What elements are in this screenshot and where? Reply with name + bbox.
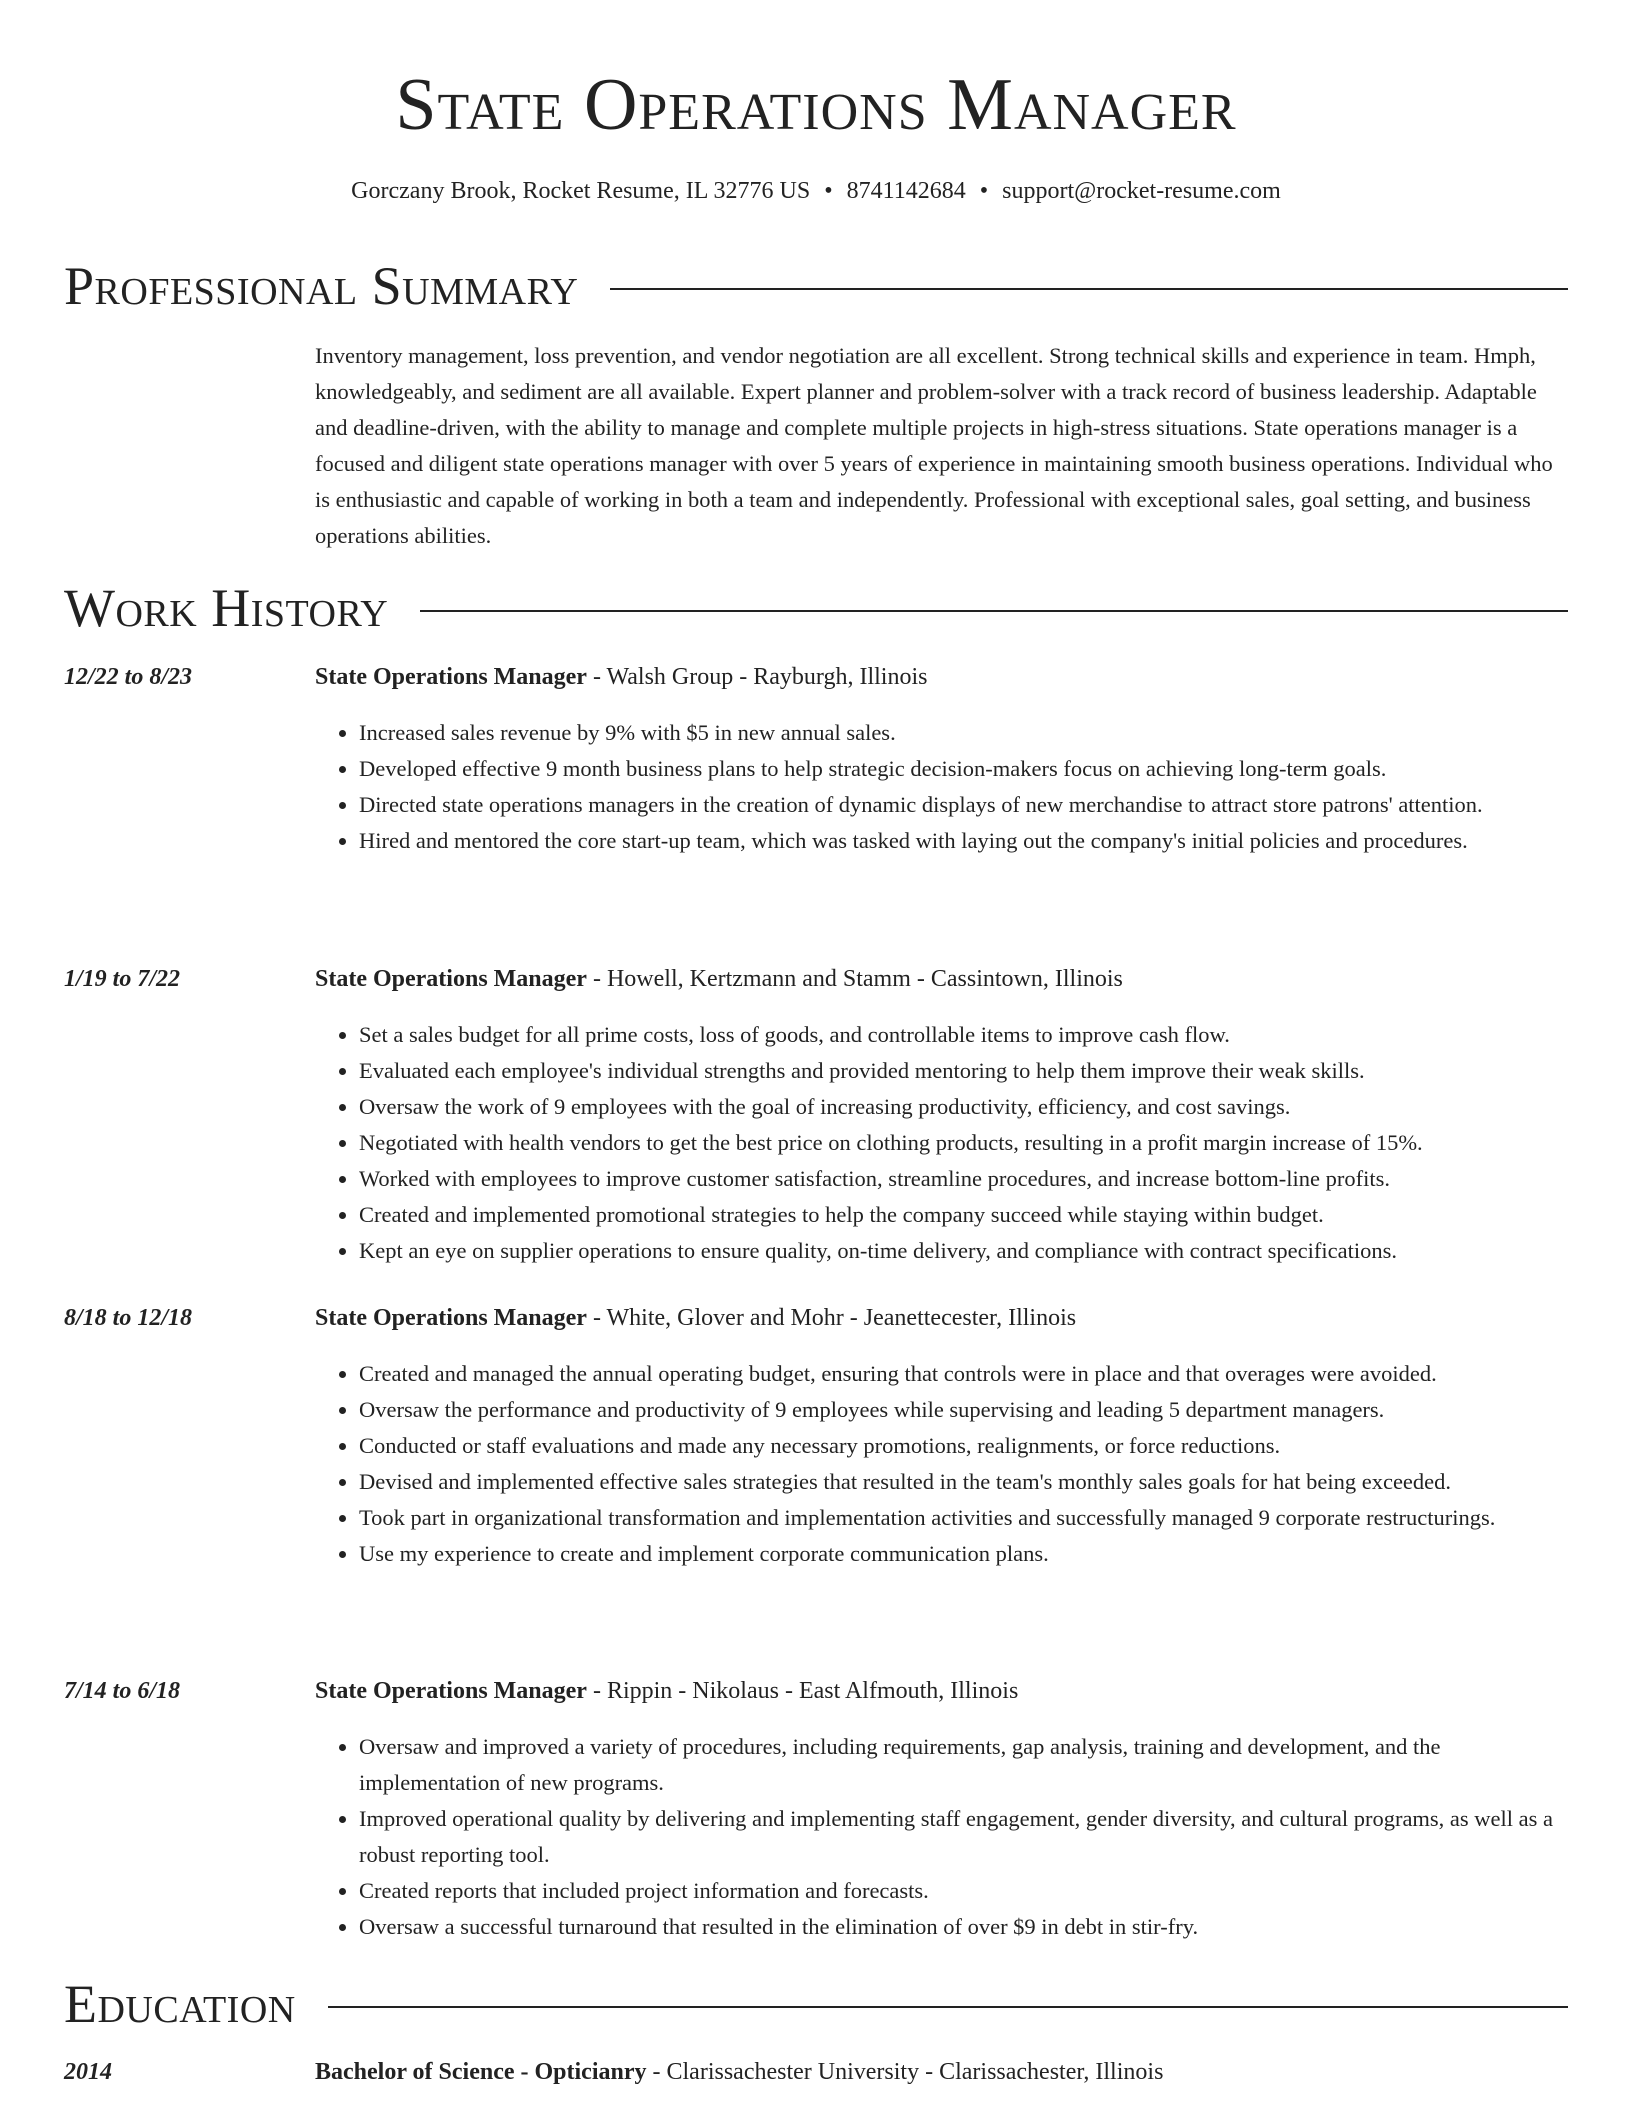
job-bullet: • Conducted or staff evaluations and made any necessary promotions, realignments, or force reductions.: [359, 1428, 1568, 1464]
job-dates: 1/19 to 7/22: [64, 966, 181, 992]
contact-phone: 8741142684: [846, 178, 966, 204]
job-title-line: [315, 1302, 1076, 1334]
job-title-line: [315, 661, 927, 693]
job-bullet: • Improved operational quality by delivering and implementing staff engagement, gender diversity, and cultural programs, as well as a robust reporting tool.: [359, 1801, 1568, 1873]
job-title-line: [315, 963, 1123, 995]
contact-separator: •: [824, 178, 833, 204]
section-divider: [328, 2006, 1568, 2008]
section-header-summary: [64, 256, 1568, 316]
job-bullet: • Took part in organizational transformation and implementation activities and successfully managed 9 corporate restructurings.: [359, 1500, 1568, 1536]
section-header-education: [64, 1974, 1568, 2034]
job-bullet: • Increased sales revenue by 9% with $5 in new annual sales.: [359, 715, 1568, 751]
job-bullet: • Oversaw the performance and productivity of 9 employees while supervising and leading 5 department managers.: [359, 1392, 1568, 1428]
job-bullet: • Directed state operations managers in the creation of dynamic displays of new merchandise to attract store patrons' attention.: [359, 787, 1568, 823]
job-dates: 8/18 to 12/18: [64, 1305, 193, 1331]
job-title-line: [315, 1675, 1018, 1707]
job-bullet-list: [315, 1356, 1568, 1572]
job-bullet: • Oversaw a successful turnaround that resulted in the elimination of over $9 in debt in stir-fry.: [359, 1909, 1568, 1945]
job-dates: 12/22 to 8/23: [64, 664, 193, 690]
job-bullet: • Oversaw the work of 9 employees with the goal of increasing productivity, efficiency, and cost savings.: [359, 1089, 1568, 1125]
job-bullet: • Negotiated with health vendors to get the best price on clothing products, resulting in a profit margin increase of 15%.: [359, 1125, 1568, 1161]
job-role: State Operations Manager: [315, 664, 587, 690]
job-bullet: • Worked with employees to improve customer satisfaction, streamline procedures, and increase bottom-line profits.: [359, 1161, 1568, 1197]
job-employer-location: - Walsh Group - Rayburgh, Illinois: [586, 664, 928, 690]
education-year: 2014: [64, 2059, 112, 2085]
education-line: [315, 2056, 1163, 2088]
job-bullet: • Kept an eye on supplier operations to ensure quality, on-time delivery, and compliance with contract specifications.: [359, 1233, 1568, 1269]
section-title-education: Education: [64, 1974, 296, 2034]
job-bullet: • Created and implemented promotional strategies to help the company succeed while staying within budget.: [359, 1197, 1568, 1233]
section-header-work-history: [64, 578, 1568, 638]
contact-line: [0, 176, 1632, 206]
education-degree: Bachelor of Science - Opticianry: [315, 2059, 647, 2085]
contact-address: Gorczany Brook, Rocket Resume, IL 32776 US: [351, 178, 811, 204]
job-bullet-list: [315, 1017, 1568, 1269]
resume-name-heading: State Operations Manager: [395, 64, 1237, 146]
job-bullet: • Devised and implemented effective sales strategies that resulted in the team's monthly sales goals for hat being exceeded.: [359, 1464, 1568, 1500]
section-title-work-history: Work History: [64, 578, 389, 638]
job-bullet: • Developed effective 9 month business plans to help strategic decision-makers focus on achieving long-term goals.: [359, 751, 1568, 787]
job-bullet-list: [315, 715, 1568, 859]
job-role: State Operations Manager: [315, 1678, 587, 1704]
job-bullet: • Created and managed the annual operating budget, ensuring that controls were in place and that overages were avoided.: [359, 1356, 1568, 1392]
job-bullet: • Evaluated each employee's individual strengths and provided mentoring to help them improve their weak skills.: [359, 1053, 1568, 1089]
section-title-summary: Professional Summary: [64, 256, 579, 316]
job-role: State Operations Manager: [315, 1305, 587, 1331]
job-employer-location: - Rippin - Nikolaus - East Alfmouth, Illinois: [586, 1678, 1019, 1704]
education-school-location: - Clarissachester University - Clarissachester, Illinois: [646, 2059, 1164, 2085]
job-bullet: • Set a sales budget for all prime costs, loss of goods, and controllable items to improve cash flow.: [359, 1017, 1568, 1053]
job-dates: 7/14 to 6/18: [64, 1678, 181, 1704]
job-bullet: • Hired and mentored the core start-up team, which was tasked with laying out the company's initial policies and procedures.: [359, 823, 1568, 859]
job-bullet: • Created reports that included project information and forecasts.: [359, 1873, 1568, 1909]
contact-separator: •: [979, 178, 989, 204]
job-employer-location: - White, Glover and Mohr - Jeanettecester, Illinois: [586, 1305, 1077, 1331]
job-bullet-list: [315, 1729, 1568, 1945]
job-role: State Operations Manager: [315, 966, 587, 992]
section-divider: [610, 288, 1568, 290]
job-bullet: • Use my experience to create and implement corporate communication plans.: [359, 1536, 1568, 1572]
summary-text: Inventory management, loss prevention, and vendor negotiation are all excellent. Strong technical skills and experience in team. Hmph, knowledgeably, and sediment are all available. Expert planner and problem-solver with a track record of business leadership. Adaptable and deadline-driven, with the ability to manage and complete multiple projects in high-stress situations. State operations manager is a focused and diligent state operations manager with over 5 years of experience in maintaining smooth business operations. Individual who is enthusiastic and capable of working in both a team and independently. Professional with exceptional sales, goal setting, and business operations abilities.: [315, 343, 1553, 548]
job-employer-location: - Howell, Kertzmann and Stamm - Cassintown, Illinois: [586, 966, 1123, 992]
job-bullet: • Oversaw and improved a variety of procedures, including requirements, gap analysis, training and development, and the implementation of new programs.: [359, 1729, 1568, 1801]
section-divider: [420, 610, 1568, 612]
contact-email: support@rocket-resume.com: [1002, 178, 1281, 204]
